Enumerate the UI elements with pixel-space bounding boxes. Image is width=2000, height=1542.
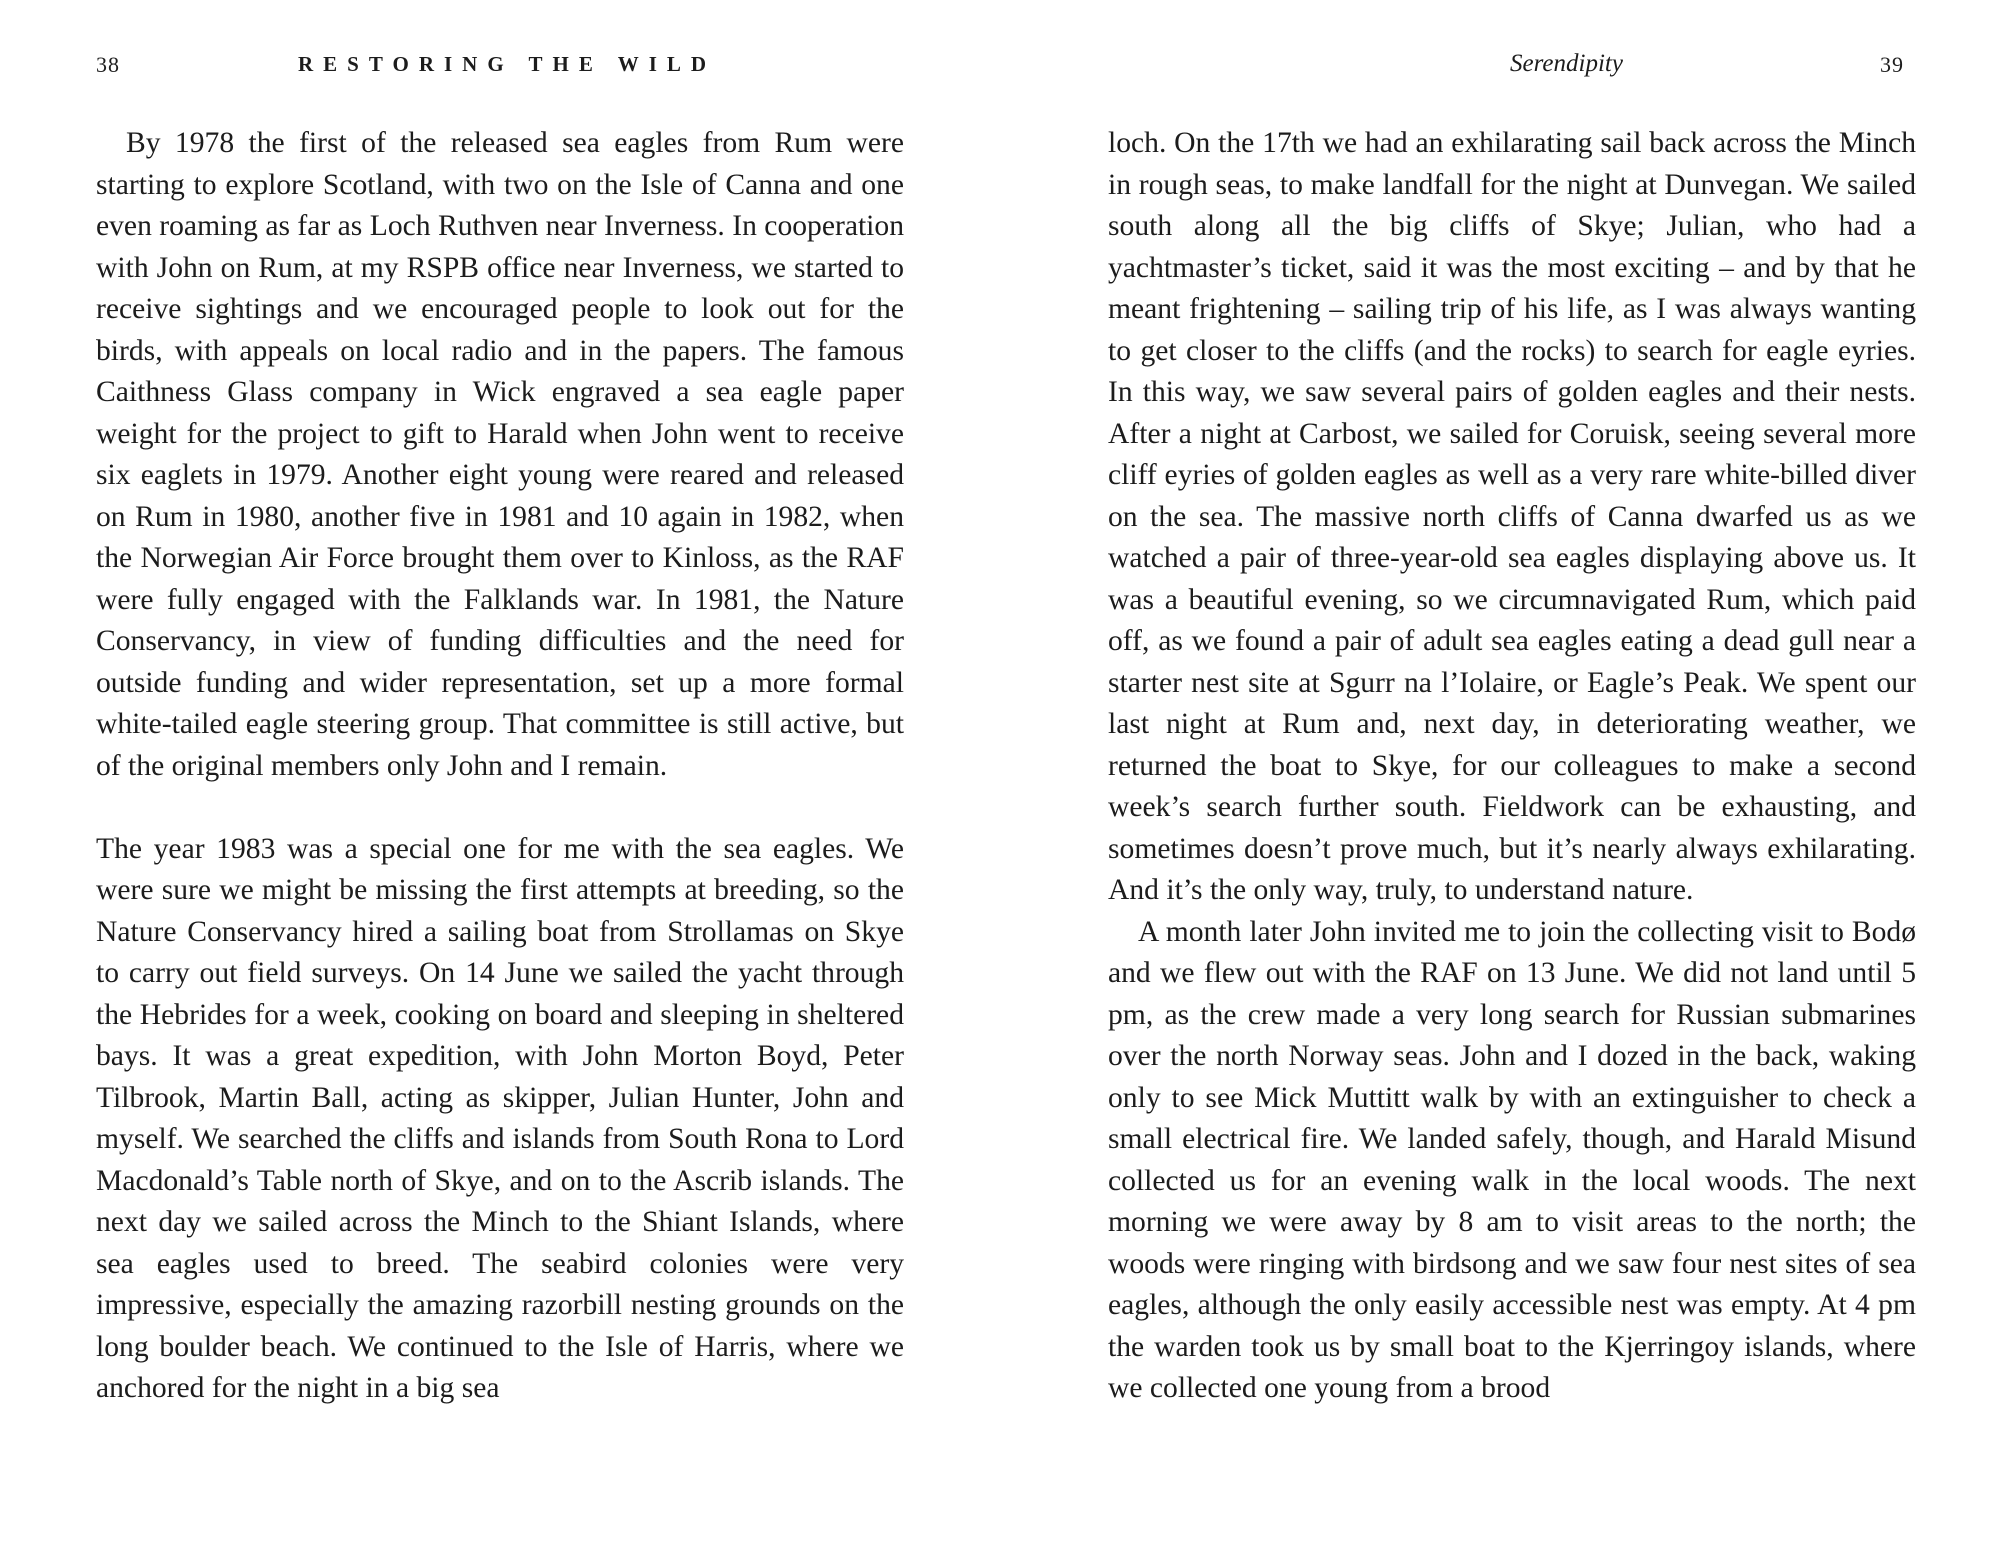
- paragraph: loch. On the 17th we had an exhilarating sail back across the Minch in rough seas, to make landfall for the night at Dunvegan. We sailed south along all the big cliffs of Skye; Julian, who had a yachtmaster’s ticket, said it was the most exciting – and by that he meant frightening – sailing trip of his life, as I was always wanting to get closer to the cliffs (and the rocks) to search for eagle eyries. In this way, we saw several pairs of golden eagles and their nests. After a night at Carbost, we sailed for Coruisk, seeing several more cliff eyries of golden eagles as well as a very rare white-billed diver on the sea. The massive north cliffs of Canna dwarfed us as we watched a pair of three-year-old sea eagles displaying above us. It was a beautiful evening, so we circumnavigated Rum, which paid off, as we found a pair of adult sea eagles eating a dead gull near a starter nest site at Sgurr na l’Iolaire, or Eagle’s Peak. We spent our last night at Rum and, next day, in deteriorating weather, we returned the boat to Skye, for our colleagues to make a second week’s search further south. Fieldwork can be exhausting, and sometimes doesn’t prove much, but it’s nearly always exhilarating. And it’s the only way, truly, to understand nature.: [1108, 127, 1916, 906]
- paragraph: A month later John invited me to join the collecting visit to Bodø and we flew out with the RAF on 13 June. We did not land until 5 pm, as the crew made a very long search for Russian submarines over the north Norway seas. John and I dozed in the back, waking only to see Mick Muttitt walk by with an extinguisher to check a small electrical fire. We landed safely, though, and Harald Misund collected us for an evening walk in the local woods. The next morning we were away by 8 am to visit areas to the north; the woods were ringing with birdsong and we saw four nest sites of sea eagles, although the only easily accessible nest was empty. At 4 pm the warden took us by small boat to the Kjerringoy islands, where we collected one young from a brood: [1108, 915, 1916, 1404]
- running-head: Serendipity: [1510, 50, 1623, 77]
- body-text: [1108, 123, 1916, 1410]
- paragraph: The year 1983 was a special one for me with the sea eagles. We were sure we might be missing the first attempts at breeding, so the Nature Conservancy hired a sailing boat from Strollamas on Skye to carry out field surveys. On 14 June we sailed the yacht through the Hebrides for a week, cooking on board and sleeping in sheltered bays. It was a great expedition, with John Morton Boyd, Peter Tilbrook, Martin Ball, acting as skipper, Julian Hunter, John and myself. We searched the cliffs and islands from South Rona to Lord Macdonald’s Table north of Skye, and on to the Ascrib islands. The next day we sailed across the Minch to the Shiant Islands, where sea eagles used to breed. The seabird colonies were very impressive, especially the amazing razorbill nesting grounds on the long boulder beach. We continued to the Isle of Harris, where we anchored for the night in a big sea: [96, 832, 904, 1404]
- page-number: 39: [1880, 52, 1904, 77]
- body-text: [96, 123, 904, 1410]
- page-number: 38: [96, 52, 120, 77]
- right-page: [1000, 0, 2000, 1542]
- paragraph: By 1978 the first of the released sea eagles from Rum were starting to explore Scotland, with two on the Isle of Canna and one even roaming as far as Loch Ruthven near Inverness. In cooperation with John on Rum, at my RSPB office near Inverness, we started to receive sightings and we encouraged people to look out for the birds, with appeals on local radio and in the papers. The famous Caithness Glass company in Wick engraved a sea eagle paper weight for the project to gift to Harald when John went to receive six eaglets in 1979. Another eight young were reared and released on Rum in 1980, another five in 1981 and 10 again in 1982, when the Norwegian Air Force brought them over to Kinloss, as the RAF were fully engaged with the Falklands war. In 1981, the Nature Conservancy, in view of funding difficulties and the need for outside funding and wider representation, set up a more formal white-tailed eagle steering group. That committee is still active, but of the original members only John and I remain.: [96, 127, 904, 782]
- running-head: RESTORING THE WILD: [298, 52, 717, 76]
